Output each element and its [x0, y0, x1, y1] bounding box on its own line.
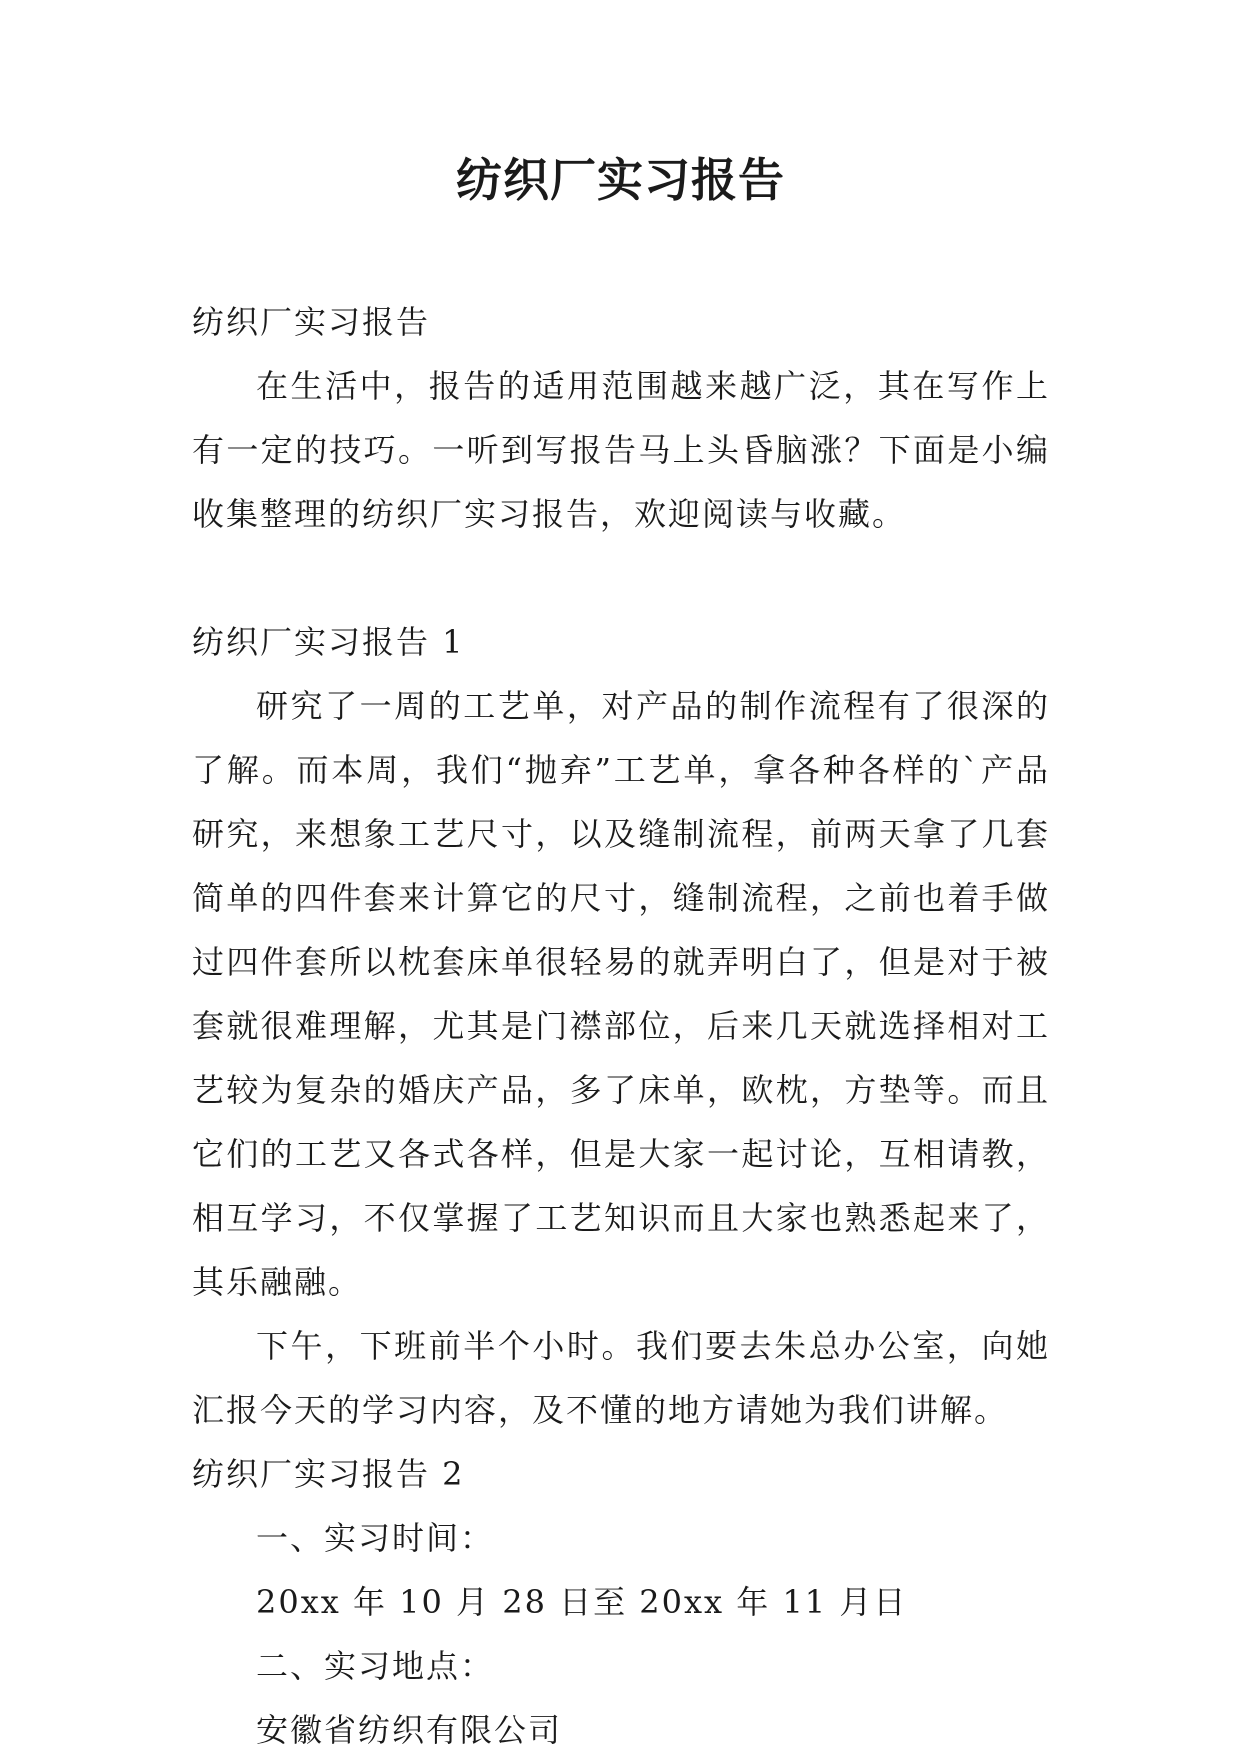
section-2-heading: 纺织厂实习报告 2 [192, 1455, 465, 1493]
intro-paragraph: 在生活中，报告的适用范围越来越广泛，其在写作上有一定的技巧。一听到写报告马上头昏脑涨？下面是小编收集整理的纺织厂实习报告，欢迎阅读与收藏。 [192, 367, 1050, 533]
internship-location-label: 二、实习地点： [256, 1647, 495, 1685]
document-title: 纺织厂实习报告 [456, 153, 785, 207]
internship-time-value: 20xx 年 10 月 28 日至 20xx 年 11 月日 [256, 1583, 908, 1621]
internship-time-label: 一、实习时间： [256, 1519, 495, 1557]
section-1-paragraph-1: 研究了一周的工艺单，对产品的制作流程有了很深的了解。而本周，我们“抛弃”工艺单，拿各种各样的`产品研究，来想象工艺尺寸，以及缝制流程，前两天拿了几套简单的四件套来计算它的尺寸，缝制流程，之前也着手做过四件套所以枕套床单很轻易的就弄明白了，但是对于被套就很难理解，尤其是门襟部位，后来几天就选择相对工艺较为复杂的婚庆产品，多了床单，欧枕，方垫等。而且它们的工艺又各式各样，但是大家一起讨论，互相请教，相互学习，不仅掌握了工艺知识而且大家也熟悉起来了，其乐融融。 [192, 687, 1050, 1301]
section-1-heading: 纺织厂实习报告 1 [192, 623, 465, 661]
section-1-paragraph-2: 下午，下班前半个小时。我们要去朱总办公室，向她汇报今天的学习内容，及不懂的地方请她为我们讲解。 [192, 1327, 1050, 1429]
document-body [192, 290, 1050, 1762]
document-subtitle: 纺织厂实习报告 [192, 303, 431, 341]
internship-location-value: 安徽省纺织有限公司 [256, 1711, 563, 1749]
